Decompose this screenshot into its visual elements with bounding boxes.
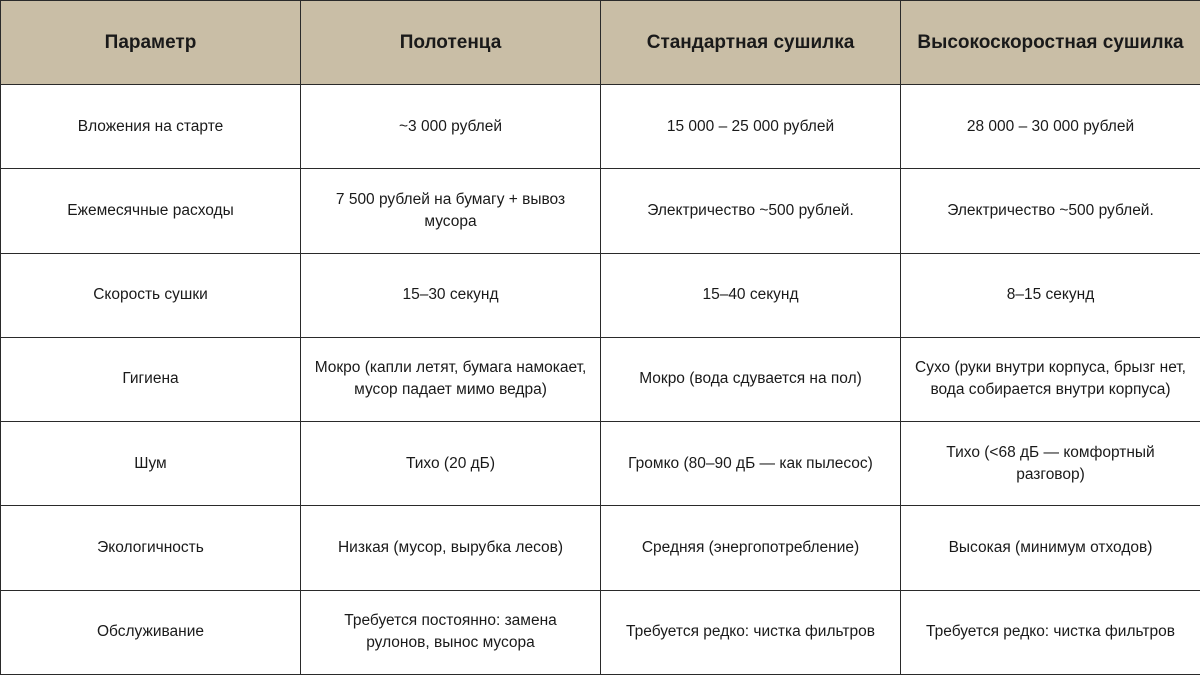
table-body	[1, 85, 1200, 675]
cell-towels: Мокро (капли летят, бумага намокает, мусор падает мимо ведра)	[301, 337, 601, 421]
table-row	[1, 253, 1200, 337]
cell-towels: ~3 000 рублей	[301, 85, 601, 169]
header-highspeed-dryer: Высокоскоростная сушилка	[901, 1, 1200, 85]
cell-standard-dryer: Электричество ~500 рублей.	[601, 169, 901, 253]
cell-highspeed-dryer: Электричество ~500 рублей.	[901, 169, 1200, 253]
row-parameter: Шум	[1, 422, 301, 506]
cell-towels: Низкая (мусор, вырубка лесов)	[301, 506, 601, 590]
cell-standard-dryer: Мокро (вода сдувается на пол)	[601, 337, 901, 421]
cell-standard-dryer: 15 000 – 25 000 рублей	[601, 85, 901, 169]
cell-highspeed-dryer: Требуется редко: чистка фильтров	[901, 590, 1200, 674]
cell-standard-dryer: 15–40 секунд	[601, 253, 901, 337]
cell-highspeed-dryer: 8–15 секунд	[901, 253, 1200, 337]
table-header	[1, 1, 1200, 85]
row-parameter: Экологичность	[1, 506, 301, 590]
table-row	[1, 169, 1200, 253]
row-parameter: Вложения на старте	[1, 85, 301, 169]
cell-standard-dryer: Требуется редко: чистка фильтров	[601, 590, 901, 674]
cell-highspeed-dryer: Высокая (минимум отходов)	[901, 506, 1200, 590]
table-row	[1, 337, 1200, 421]
table-row	[1, 85, 1200, 169]
cell-highspeed-dryer: Сухо (руки внутри корпуса, брызг нет, вода собирается внутри корпуса)	[901, 337, 1200, 421]
header-towels: Полотенца	[301, 1, 601, 85]
header-parameter: Параметр	[1, 1, 301, 85]
row-parameter: Скорость сушки	[1, 253, 301, 337]
cell-towels: Требуется постоянно: замена рулонов, вынос мусора	[301, 590, 601, 674]
cell-highspeed-dryer: 28 000 – 30 000 рублей	[901, 85, 1200, 169]
table-row	[1, 422, 1200, 506]
cell-towels: Тихо (20 дБ)	[301, 422, 601, 506]
cell-standard-dryer: Громко (80–90 дБ — как пылесос)	[601, 422, 901, 506]
table-row	[1, 590, 1200, 674]
header-row	[1, 1, 1200, 85]
header-standard-dryer: Стандартная сушилка	[601, 1, 901, 85]
cell-highspeed-dryer: Тихо (<68 дБ — комфортный разговор)	[901, 422, 1200, 506]
row-parameter: Гигиена	[1, 337, 301, 421]
cell-standard-dryer: Средняя (энергопотребление)	[601, 506, 901, 590]
row-parameter: Обслуживание	[1, 590, 301, 674]
cell-towels: 15–30 секунд	[301, 253, 601, 337]
table-row	[1, 506, 1200, 590]
cell-towels: 7 500 рублей на бумагу + вывоз мусора	[301, 169, 601, 253]
row-parameter: Ежемесячные расходы	[1, 169, 301, 253]
